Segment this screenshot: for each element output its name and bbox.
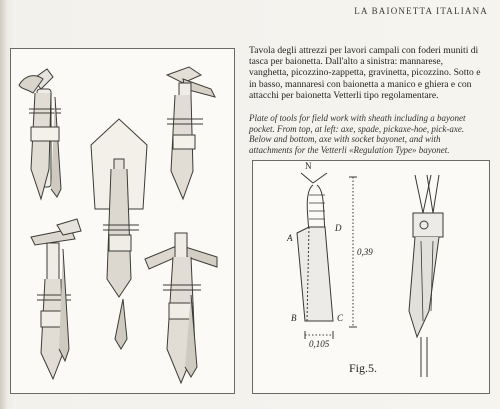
tool-plate-illustration [10, 48, 235, 394]
label-width: 0,105 [309, 339, 330, 349]
label-b: B [291, 313, 297, 323]
label-a: A [287, 233, 293, 243]
running-head: LA BAIONETTA ITALIANA [354, 6, 488, 16]
technical-drawing-svg [253, 161, 489, 393]
pickaxe-hoe-with-sheath [167, 67, 215, 199]
tool-plate-drawing [11, 49, 234, 393]
caption-english: Plate of tools for field work with sheath including a bayonet pocket. From top, at left: axe, spade, pickaxe-hoe, pick-axe. Below and bottom, axe with socket bayonet, and with attachments for the Vetterli «Regulation Type» bayonet. [249, 113, 466, 155]
page-gutter [0, 0, 7, 409]
figure-label: Fig.5. [349, 361, 378, 375]
label-n: N [305, 161, 312, 171]
pickaxe-with-vetterli-attachment [145, 233, 217, 383]
spade-with-sheath [91, 119, 147, 349]
label-c: C [337, 313, 344, 323]
tool-diagram [409, 175, 443, 377]
caption-italian: Tavola degli attrezzi per lavori campali con foderi muniti di tasca per baionetta. Dall'alto a sinistra: mannarese, vanghetta, picozzino-zappetta, gravinetta, picozzino. Sotto e in basso, mannaresi con baionetta a manico e ghiera e con attacchi per baionetta Vetterli tipo regolamentare. [249, 45, 481, 101]
sheath-diagram [297, 173, 357, 339]
axe-with-socket-bayonet [31, 219, 81, 379]
technical-drawing [252, 160, 490, 394]
label-d: D [335, 223, 342, 233]
axe-with-sheath [19, 69, 61, 199]
label-height: 0,39 [357, 247, 373, 257]
